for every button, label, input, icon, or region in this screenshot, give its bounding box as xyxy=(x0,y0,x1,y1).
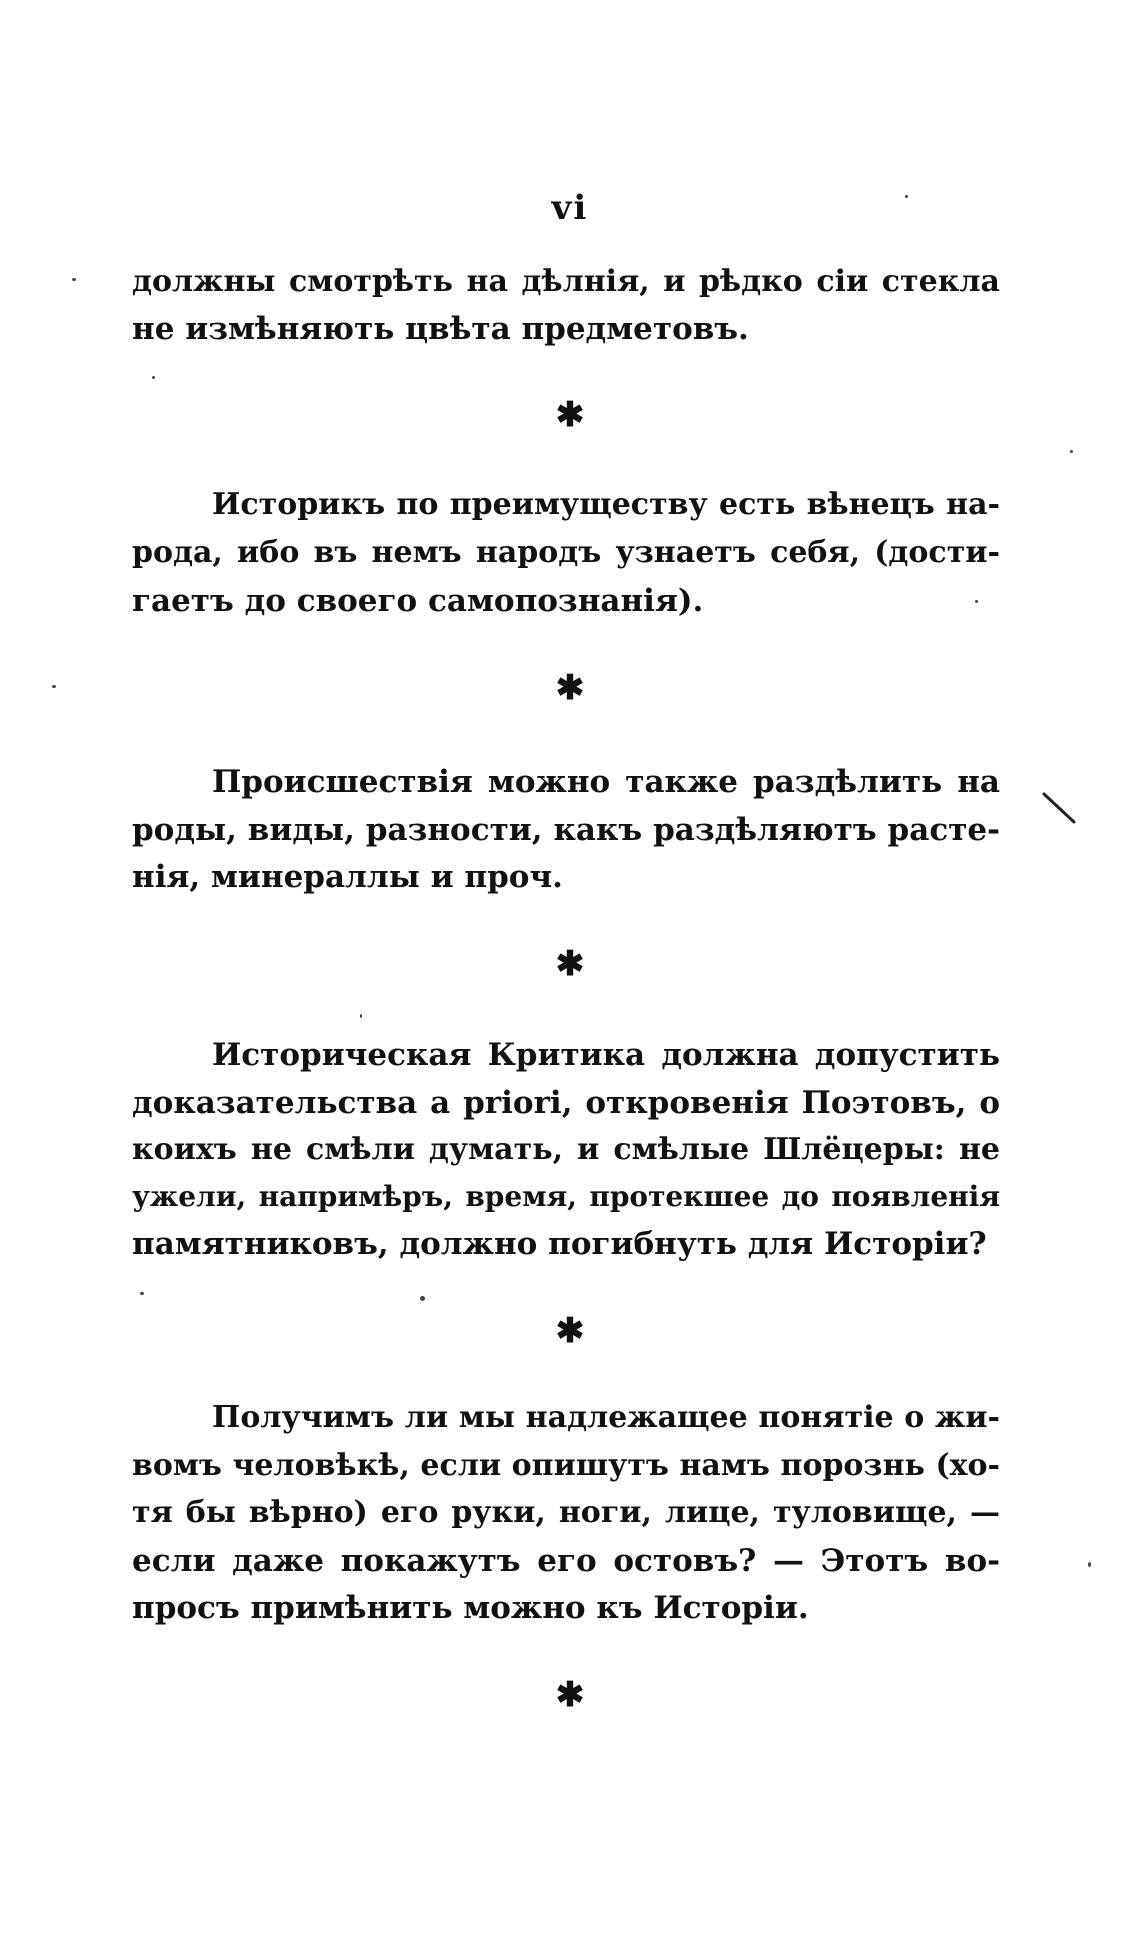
text-line: памятниковъ, должно погибнуть для Исторіи? xyxy=(132,1226,987,1262)
scan-speck xyxy=(52,685,56,688)
separator-asterisk: ✱ xyxy=(555,944,585,984)
text-line: гаетъ до своего самопознанія). xyxy=(132,583,704,619)
text-line: не измѣняють цвѣта предметовъ. xyxy=(132,311,749,347)
text-line: просъ примѣнить можно къ Исторіи. xyxy=(132,1590,809,1626)
separator-asterisk: ✱ xyxy=(555,1675,585,1715)
text-line: ужели, напримѣръ, время, протекшее до появленія xyxy=(132,1180,1000,1213)
text-line: Происшествія можно также раздѣлить на xyxy=(212,764,1000,800)
separator-asterisk: ✱ xyxy=(555,395,585,435)
scan-speck xyxy=(360,1014,362,1018)
separator-asterisk: ✱ xyxy=(555,668,585,708)
separator-asterisk: ✱ xyxy=(555,1311,585,1351)
text-line: должны смотрѣть на дѣлнія, и рѣдко сіи стекла xyxy=(132,264,1000,299)
text-line: тя бы вѣрно) его руки, ноги, лице, туловище, — xyxy=(132,1495,1000,1530)
text-line: вомъ человѣкѣ, если опишутъ намъ порознь (хо- xyxy=(132,1448,1000,1483)
scan-speck xyxy=(140,1292,144,1295)
text-line: Историкъ по преимуществу есть вѣнецъ на- xyxy=(212,487,1000,522)
text-line: нія, минераллы и проч. xyxy=(132,859,563,895)
text-line: роды, виды, разности, какъ раздѣляютъ расте- xyxy=(132,812,1000,848)
page-number: vi xyxy=(551,188,589,228)
scan-speck xyxy=(1070,450,1073,453)
text-line: если даже покажутъ его остовъ? — Этотъ во- xyxy=(132,1543,1000,1579)
scan-speck xyxy=(1088,1562,1091,1567)
text-line: Историческая Критика должна допустить xyxy=(212,1037,1000,1073)
text-line: Получимъ ли мы надлежащее понятіе о жи- xyxy=(212,1400,1000,1435)
text-line: рода, ибо въ немъ народъ узнаетъ себя, (дости- xyxy=(132,535,1000,570)
scan-speck xyxy=(905,195,908,198)
scan-speck xyxy=(72,278,76,281)
text-line: доказательства a priori, откровенія Поэтовъ, о xyxy=(132,1085,1000,1121)
margin-pencil-mark xyxy=(1040,790,1080,830)
text-line: коихъ не смѣли думать, и смѣлые Шлёцеры: не xyxy=(132,1132,1000,1167)
scan-speck xyxy=(152,376,155,379)
scan-speck xyxy=(420,1296,425,1301)
scan-speck xyxy=(975,600,978,603)
